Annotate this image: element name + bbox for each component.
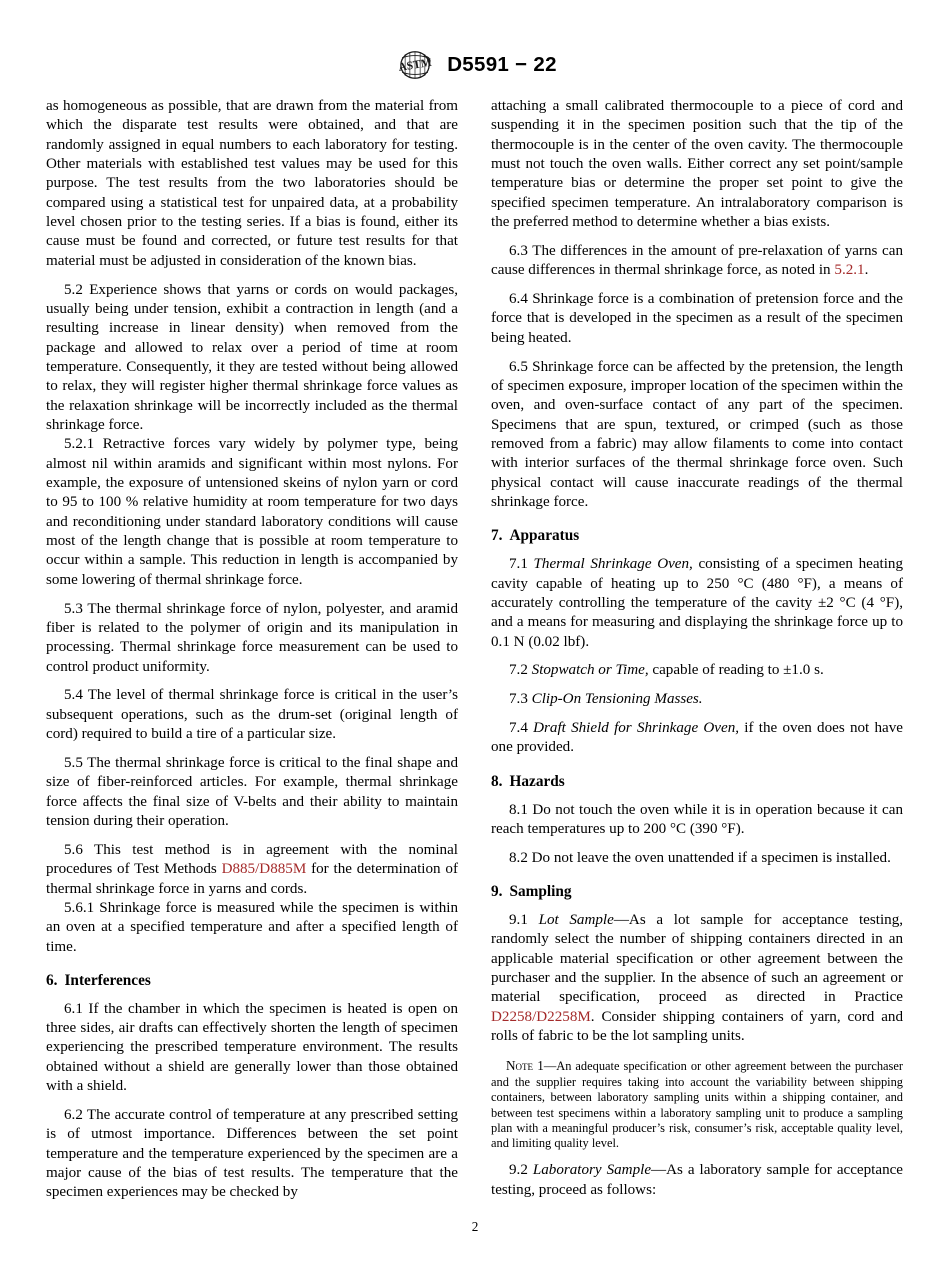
paragraph-5-6-1: 5.6.1 Shrinkage force is measured while the specimen is within an oven at a specified temperature and after a specified length of time.	[46, 899, 458, 955]
paragraph-8-2: 8.2 Do not leave the oven unattended if a specimen is installed.	[509, 849, 891, 866]
paragraph-9-1-number: 9.1	[509, 912, 539, 929]
paragraph-7-2	[491, 661, 903, 680]
section-heading-8	[491, 772, 903, 791]
paragraph-8-1: 8.1 Do not touch the oven while it is in operation because it can reach temperatures up to 200 °C (390 °F).	[491, 801, 903, 837]
paragraph-continuation-right: attaching a small calibrated thermocouple to a piece of cord and suspending it in the specimen position such that the tip of the thermocouple is in the center of the oven cavity. The thermocouple must not touch the oven walls. Either correct any set point/sample temperature bias or determine the proper set point to give the specified specimen temperature. An intralaboratory comparison is the preferred method to determine whether a bias exists.	[491, 98, 903, 231]
section-6-title: Interferences	[64, 971, 151, 989]
page-footer	[0, 1218, 950, 1236]
paragraph-6-5: 6.5 Shrinkage force can be affected by the pretension, the length of specimen exposure, improper location of the specimen within the oven, and oven-surface contact of any part of the specimen. Specimens that are spun, textured, or crimped (such as those removed from a fabric) may allow filaments to come into contact with interior surfaces of the thermal shrinkage force oven. Such physical contact will cause inaccurate readings of the thermal shrinkage force.	[491, 358, 903, 511]
section-heading-6	[46, 971, 458, 990]
body-columns	[46, 97, 904, 1202]
paragraph-7-1	[491, 555, 903, 652]
cross-reference-d2258[interactable]: D2258/D2258M	[491, 1008, 591, 1025]
paragraph-6-1: 6.1 If the chamber in which the specimen is heated is open on three sides, air drafts can effectively shorten the length of specimen experiencing the prescribed temperature environment. The results obtained without a shield are generally lower than those obtained with a shield.	[46, 1000, 458, 1095]
note-1-label: Note 1	[506, 1058, 544, 1074]
paragraph-7-1-text: consisting of a specimen heating cavity capable of heating up to 250 °C (480 °F), a means of accurately controlling the temperature of the cavity ±2 °C (4 °F), and a means for measuring and displaying the shrinkage force up to 0.1 N (0.02 lbf).	[491, 556, 904, 650]
paragraph-9-1-text-a: —As a lot sample for acceptance testing, randomly select the number of shipping containers directed in an applicable material specification or other agreement between the purchaser and the supplier. In the absence of such an agreement or material specification, proceed as directed in Practice	[491, 912, 904, 1006]
page-header	[0, 48, 950, 82]
paragraph-7-1-term: Thermal Shrinkage Oven,	[533, 556, 693, 573]
paragraph-7-3	[491, 690, 903, 709]
paragraph-continuation: as homogeneous as possible, that are drawn from the material from which the disparate test results were obtained, and that are randomly assigned in equal numbers to each laboratory for testing. Other materials with established test values may be used for this purpose. The test results from the two laboratories should be compared using a statistical test for unpaired data, at a probability level chosen prior to the testing series. If a bias is found, either its cause must be found and corrected, or future test results for that material must be adjusted in consideration of the known bias.	[46, 98, 458, 269]
note-1	[491, 1058, 903, 1151]
paragraph-9-1-text-b: . Consider shipping containers of yarn, cord and rolls of fabric to be the lot sampling units.	[491, 1008, 903, 1045]
paragraph-7-4-term: Draft Shield for Shrinkage Oven,	[533, 720, 740, 737]
paragraph-7-3-term: Clip-On Tensioning Masses.	[531, 691, 703, 708]
section-heading-7	[491, 526, 903, 545]
section-8-number: 8.	[491, 772, 503, 790]
paragraph-6-2: 6.2 The accurate control of temperature at any prescribed setting is of utmost importance. Differences between the set point temperature and the temperature experienced by the specimen are a major cause of the bias of test results. The temperature that the specimen experiences may be checked by	[46, 1107, 458, 1201]
paragraph-7-1-number: 7.1	[509, 556, 534, 573]
section-6-number: 6.	[46, 971, 58, 989]
standard-designation: D5591 − 22	[447, 52, 557, 76]
paragraph-9-2-number: 9.2	[509, 1162, 533, 1179]
paragraph-5-5: 5.5 The thermal shrinkage force is critical to the final shape and size of fiber-reinforced articles. For example, thermal shrinkage force affects the final size of V-belts and their ability to maintain tension during their operation.	[46, 755, 458, 830]
section-8-title: Hazards	[509, 772, 565, 790]
paragraph-5-6-text-a: 5.6 This test method is in agreement with the nominal procedures of Test Methods	[46, 841, 458, 878]
paragraph-5-6-text-b: for the determination of thermal shrinkage force in yarns and cords.	[46, 861, 458, 897]
section-7-number: 7.	[491, 527, 503, 545]
page-number: 2	[471, 1219, 479, 1234]
paragraph-7-4-number: 7.4	[509, 720, 534, 737]
paragraph-9-2	[491, 1161, 903, 1200]
paragraph-7-2-text: capable of reading to ±1.0 s.	[648, 662, 824, 679]
section-heading-9	[491, 882, 903, 901]
paragraph-5-4: 5.4 The level of thermal shrinkage force is critical in the user’s subsequent operations, such as the drum-set (original length of cord) required to build a tire of a particular size.	[46, 687, 458, 743]
paragraph-6-4: 6.4 Shrinkage force is a combination of pretension force and the force that is developed in the specimen as a result of the specimen being heated.	[491, 291, 903, 346]
cross-reference-d885[interactable]: D885/D885M	[221, 861, 307, 878]
paragraph-6-3	[491, 242, 903, 281]
paragraph-7-3-number: 7.3	[509, 691, 532, 708]
paragraph-6-3-text-b: .	[864, 262, 869, 279]
paragraph-5-2-1: 5.2.1 Retractive forces vary widely by polymer type, being almost nil within aramids and significant within most nylons. For example, the exposure of untensioned skeins of nylon yarn or cord to 95 to 100 % relative humidity at room temperature for two days and reconditioning under standard laboratory conditions will cause most of the length change that is possible at room temperature to occur within a sample. This reduction in length is accompanied by some lowering of thermal shrinkage force.	[46, 436, 458, 588]
paragraph-7-4	[491, 719, 903, 758]
right-column	[491, 97, 903, 1200]
cross-reference-5-2-1[interactable]: 5.2.1	[834, 262, 865, 279]
section-9-number: 9.	[491, 883, 503, 901]
paragraph-5-6	[46, 841, 458, 899]
paragraph-7-4-text: if the oven does not have one provided.	[491, 720, 903, 756]
paragraph-5-3: 5.3 The thermal shrinkage force of nylon, polyester, and aramid fiber is related to the polymer of origin and its manipulation in processing. Thermal shrinkage force measurement can be used to control product uniformity.	[46, 600, 458, 675]
section-9-title: Sampling	[509, 883, 572, 901]
paragraph-9-1-term: Lot Sample	[538, 912, 614, 929]
left-column	[46, 97, 458, 1203]
paragraph-7-2-number: 7.2	[509, 662, 532, 679]
paragraph-9-2-term: Laboratory Sample	[532, 1162, 652, 1179]
paragraph-7-2-term: Stopwatch or Time,	[531, 662, 649, 679]
astm-logo	[393, 50, 437, 80]
paragraph-9-1	[491, 911, 903, 1046]
paragraph-9-2-text: —As a laboratory sample for acceptance testing, proceed as follows:	[491, 1162, 904, 1198]
note-1-text: —An adequate specification or other agreement between the purchaser and the supplier requires taking into account the variability between shipping containers, between laboratory sampling units within a shipping container, and between test specimens within a laboratory sampling unit to produce a sampling plan with a meaningful producer’s risk, consumer’s risk, acceptable quality level, and limiting quality level.	[491, 1059, 903, 1151]
paragraph-6-3-text-a: 6.3 The differences in the amount of pre-relaxation of yarns can cause differences in thermal shrinkage force, as noted in	[491, 242, 903, 279]
svg-text:ASTM: ASTM	[397, 55, 433, 74]
section-7-title: Apparatus	[509, 527, 580, 545]
paragraph-5-2: 5.2 Experience shows that yarns or cords on would packages, usually being under tension, exhibit a contraction in length (and a resulting increase in linear density) when removed from the package and allowed to relax over a period of time at room temperature. Consequently, it they are tested without being allowed to relax, they will register higher thermal shrinkage force values as the relaxation shrinkage will be incorrectly included as the thermal shrinkage force.	[46, 281, 458, 433]
